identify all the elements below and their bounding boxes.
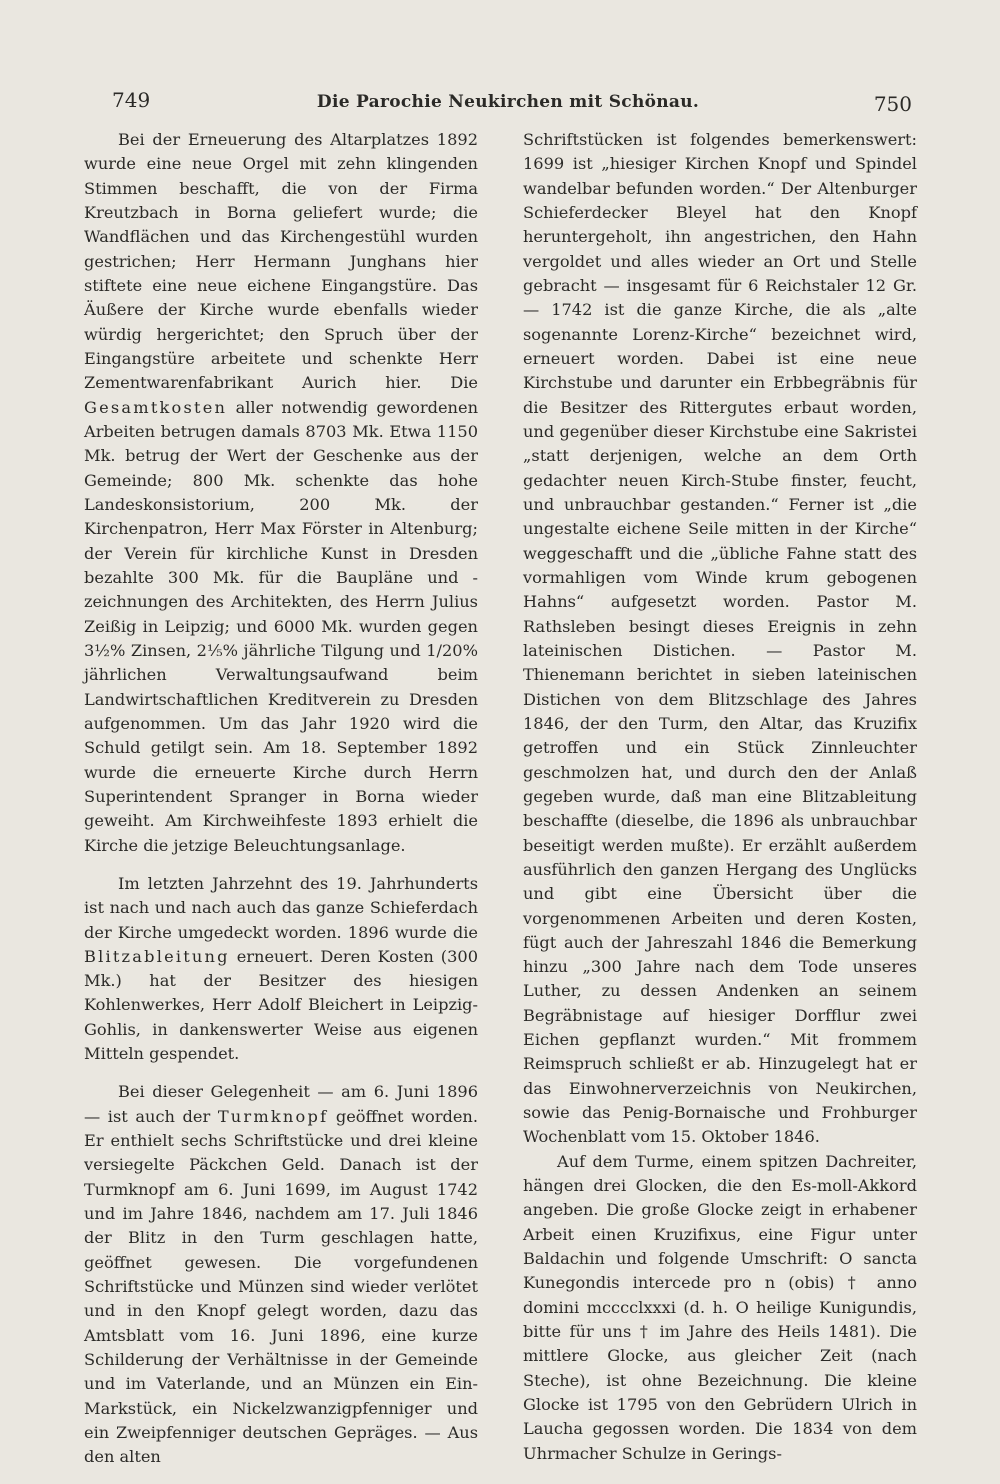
paragraph-text: erneuert. Deren Kosten (300 Mk.) hat der Besitzer des hiesigen Kohlenwerkes, Herr Adolf Bleichert in Leipzig-Gohlis, in dankenswerter Weise aus eigenen Mitteln gespendet.	[84, 946, 478, 1064]
paragraph-text: Bei dieser Gelegenheit — am 6. Juni 1896 — ist auch der	[84, 1082, 478, 1126]
paragraph-text: aller notwendig gewordenen Arbeiten betrugen damals 8703 Mk. Etwa 1150 Mk. betrug der Wert der Geschenke aus der Gemeinde; 800 Mk. schenkte das hohe Landeskonsistorium, 200 Mk. der Kirchenpatron, Herr Max Förster in Altenburg; der Verein für kirchliche Kunst in Dresden bezahlte 300 Mk. für die Baupläne und -zeichnungen des Architekten, des Herrn Julius Zeißig in Leipzig; und 6000 Mk. wurden gegen 3½% Zinsen, 2⅕% jährliche Tilgung und 1/20% jährlichen Verwaltungsaufwand beim Landwirtschaftlichen Kreditverein zu Dresden aufgenommen. Um das Jahr 1920 wird die Schuld getilgt sein. Am 18. September 1892 wurde die erneuerte Kirche durch Herrn Superintendent Spranger in Borna wieder geweiht. Am Kirchweihfeste 1893 erhielt die Kirche die jetzige Beleuchtungsanlage.	[84, 397, 478, 855]
emphasized-term: Gesamtkosten	[84, 397, 228, 417]
left-column	[84, 128, 478, 1470]
paragraph-documents: Schriftstücken ist folgendes bemerkenswert: 1699 ist „hiesiger Kirchen Knopf und Spindel wandelbar befunden worden.“ Der Altenburger Schieferdecker Bleyel hat den Knopf heruntergeholt, ihn angestrichen, den Hahn vergoldet und alles wieder an Ort und Stelle gebracht — insgesamt für 6 Reichstaler 12 Gr. — 1742 ist die ganze Kirche, die als „alte sogenannte Lorenz-Kirche“ bezeichnet wird, erneuert worden. Dabei ist eine neue Kirchstube und darunter ein Erbbegräbnis für die Besitzer des Rittergutes erbaut worden, und gegenüber dieser Kirchstube eine Sakristei „statt derjenigen, welche an dem Orth gedachter neuen Kirch-Stube finster, feucht, und unbrauchbar gestanden.“ Ferner ist „die ungestalte eichene Seile mitten in der Kirche“ weggeschafft und die „übliche Fahne statt des vormahligen vom Winde krum gebogenen Hahns“ aufgesetzt worden. Pastor M. Rathsleben besingt dieses Ereignis in zehn lateinischen Distichen. — Pastor M. Thienemann berichtet in sieben lateinischen Distichen von dem Blitzschlage des Jahres 1846, der den Turm, den Altar, das Kruzifix getroffen und ein Stück Zinnleuchter geschmolzen hat, und durch den der Anlaß gegeben wurde, daß man eine Blitzableitung beschaffte (dieselbe, die 1896 als unbrauchbar beseitigt werden mußte). Er erzählt außerdem ausführlich den ganzen Hergang des Unglücks und gibt eine Übersicht über die vorgenommenen Arbeiten und deren Kosten, fügt auch der Jahreszahl 1846 die Bemerkung hinzu „300 Jahre nach dem Tode unseres Luther, zu dessen Andenken an seinem Begräbnistage auf hiesiger Dorfflur zwei Eichen gepflanzt wurden.“ Mit frommem Reimspruch schließt er ab. Hinzugelegt hat er das Einwohnerverzeichnis von Neukirchen, sowie das Penig-Bornaische und Frohburger Wochenblatt vom 15. Oktober 1846.	[523, 130, 917, 1147]
paragraph-roof	[84, 872, 478, 1067]
emphasized-term: Turmknopf	[217, 1106, 329, 1126]
right-column	[523, 128, 917, 1466]
emphasized-term: Blitzableitung	[84, 946, 230, 966]
paragraph-text: geöffnet worden. Er enthielt sechs Schriftstücke und drei kleine versiegelte Päckchen Geld. Danach ist der Turmknopf am 6. Juni 1699, im August 1742 und im Jahre 1846, nachdem am 17. Juli 1846 der Blitz in den Turm geschlagen hatte, geöffnet gewesen. Die vorgefundenen Schriftstücke und Münzen sind wieder verlötet und in den Knopf gelegt worden, dazu das Amtsblatt vom 16. Juni 1896, eine kurze Schilderung der Verhältnisse in der Gemeinde und im Vaterlande, und an Münzen ein Ein-Markstück, ein Nickelzwanzigpfenniger und ein Zweipfenniger deutschen Gepräges. — Aus den alten	[84, 1106, 479, 1467]
paragraph-tower-knob	[84, 1080, 478, 1469]
paragraph-text: Im letzten Jahrzehnt des 19. Jahrhunderts ist nach und nach auch das ganze Schieferdach der Kirche umgedeckt worden. 1896 wurde die	[84, 873, 478, 942]
running-title: Die Parochie Neukirchen mit Schönau.	[316, 92, 700, 112]
paragraph-text: Bei der Erneuerung des Altarplatzes 1892 wurde eine neue Orgel mit zehn klingenden Stimmen beschafft, die von der Firma Kreutzbach in Borna geliefert wurde; die Wandflächen und das Kirchengestühl wurden gestrichen; Herr Hermann Junghans hier stiftete eine neue eichene Eingangstüre. Das Äußere der Kirche wurde ebenfalls wieder würdig hergerichtet; den Spruch über der Eingangstüre arbeitete und schenkte Herr Zementwarenfabrikant Aurich hier. Die	[84, 130, 478, 393]
paragraph-renovation	[84, 128, 478, 858]
paragraph-bells: Auf dem Turme, einem spitzen Dachreiter, hängen drei Glocken, die den Es-moll-Akkord angeben. Die große Glocke zeigt in erhabener Arbeit einen Kruzifixus, eine Figur unter Baldachin und folgende Umschrift: O sancta Kunegondis intercede pro n (obis) † anno domini mcccclxxxi (d. h. O heilige Kunigundis, bitte für uns † im Jahre des Heils 1481). Die mittlere Glocke, aus gleicher Zeit (nach Steche), ist ohne Bezeichnung. Die kleine Glocke ist 1795 von den Gebrüdern Ulrich in Laucha gegossen worden. Die 1834 von dem Uhrmacher Schulze in Gerings-	[523, 1151, 917, 1463]
page-number-right: 750	[873, 92, 912, 116]
page-number-left: 749	[112, 88, 151, 112]
running-header	[108, 86, 912, 118]
